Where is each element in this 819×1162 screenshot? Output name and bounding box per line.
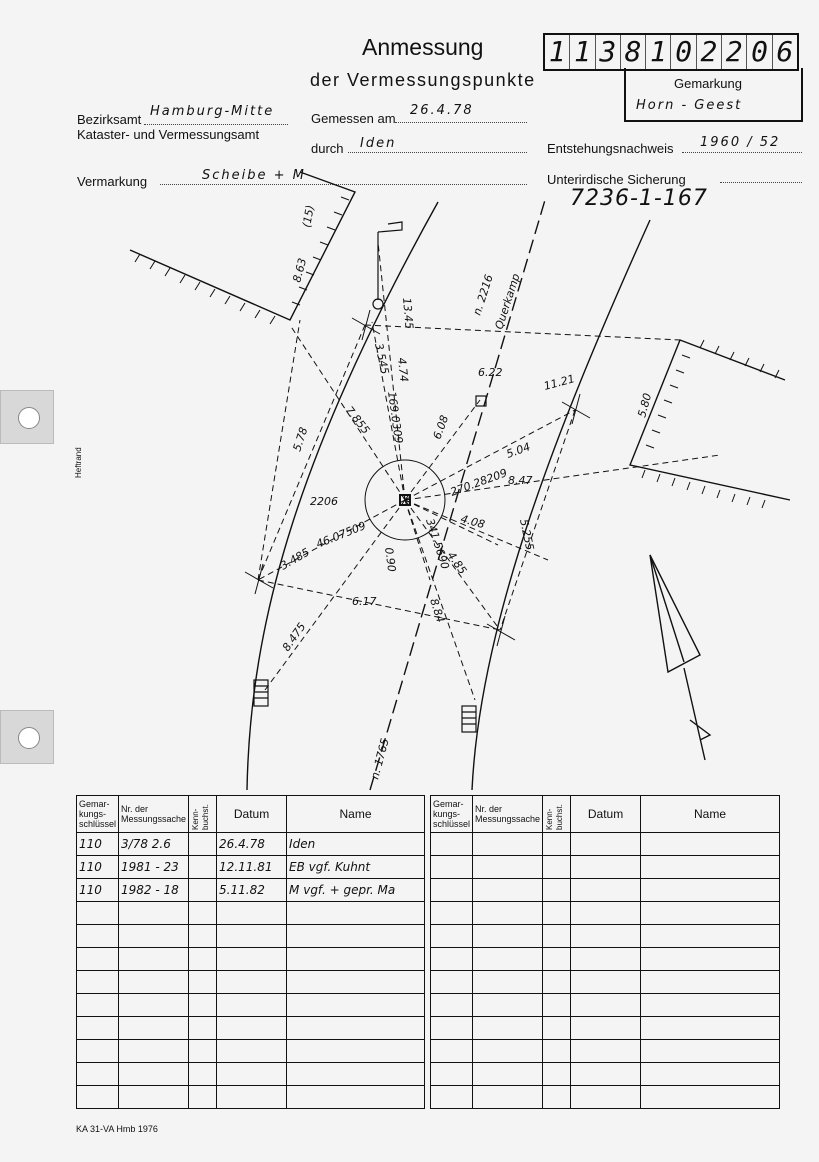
- col-kennbuchst: Kenn-buchst.: [189, 796, 217, 833]
- point-number-digit: 2: [697, 35, 722, 69]
- point-number-digit: 2: [722, 35, 747, 69]
- durch-value[interactable]: Iden: [360, 136, 397, 151]
- point-number-digit: 3: [596, 35, 621, 69]
- gemarkung-label: Gemarkung: [674, 76, 742, 91]
- col-name: Name: [641, 796, 780, 833]
- measure: 5.78: [290, 425, 311, 453]
- measure: 13.45: [400, 297, 416, 330]
- col-name: Name: [287, 796, 425, 833]
- register-table-right: [430, 795, 780, 1109]
- measure: 4.85: [444, 549, 470, 577]
- register-table-left: [76, 795, 425, 1109]
- table-row: [431, 948, 780, 971]
- building-topleft: [130, 172, 355, 320]
- point-number-digit: 1: [570, 35, 595, 69]
- table-row: [77, 1063, 425, 1086]
- measure: 7.855: [342, 403, 373, 437]
- measure: 5.255: [517, 517, 537, 552]
- cell: 3/78 2.6: [119, 833, 189, 856]
- table-row: [431, 1086, 780, 1109]
- measure: 4.74: [395, 356, 411, 383]
- table-row: [77, 879, 425, 902]
- measure: 8.63: [290, 256, 310, 284]
- cell: 12.11.81: [217, 856, 287, 879]
- entstehung-value[interactable]: 1960 / 52: [700, 135, 781, 150]
- form-footer: KA 31-VA Hmb 1976: [76, 1124, 158, 1134]
- point-label: 2206: [310, 495, 338, 508]
- table-row: [77, 925, 425, 948]
- table-row: [77, 856, 425, 879]
- measure: 341.5690: [423, 516, 452, 571]
- cell: 1981 - 23: [119, 856, 189, 879]
- point-number-digit: 8: [621, 35, 646, 69]
- sicherung-value[interactable]: 7236-1-167: [570, 186, 708, 211]
- building-right: [630, 340, 790, 500]
- cell: [189, 833, 217, 856]
- table-row: [431, 925, 780, 948]
- measure: 6.08: [430, 413, 452, 442]
- table-row: [431, 833, 780, 856]
- table-row: [77, 833, 425, 856]
- form-title: Anmessung: [362, 34, 484, 60]
- measure: 8.84: [427, 596, 448, 625]
- durch-label: durch: [311, 141, 344, 156]
- gemarkung-value: Horn - Geest: [636, 98, 743, 113]
- kataster-label: Kataster- und Vermessungsamt: [77, 127, 260, 142]
- bezirksamt-label: Bezirksamt: [77, 112, 142, 127]
- table-row: [77, 1086, 425, 1109]
- col-kennbuchst: Kenn-buchst.: [543, 796, 571, 833]
- measure: (15): [300, 204, 317, 229]
- measure: 3.545: [372, 341, 392, 376]
- cell: 1982 - 18: [119, 879, 189, 902]
- vermarkung-value[interactable]: Scheibe + M: [202, 168, 306, 183]
- gemessen-label: Gemessen am: [311, 111, 396, 126]
- point-number-digit: 1: [545, 35, 570, 69]
- table-row: [77, 971, 425, 994]
- sicherung-label: Unterirdische Sicherung: [547, 172, 686, 187]
- table-row: [431, 879, 780, 902]
- table-row: [431, 971, 780, 994]
- table-row: [77, 1040, 425, 1063]
- cell: 110: [77, 879, 119, 902]
- col-datum: Datum: [217, 796, 287, 833]
- point-number-digit: 0: [671, 35, 696, 69]
- measure: 5.80: [635, 391, 655, 419]
- table-row: [77, 1017, 425, 1040]
- bezirksamt-value[interactable]: Hamburg-Mitte: [150, 104, 275, 119]
- table-row: [77, 902, 425, 925]
- table-row: [431, 902, 780, 925]
- cell: 110: [77, 833, 119, 856]
- col-messungssache: Nr. der Messungssache: [119, 796, 189, 833]
- table-row: [77, 948, 425, 971]
- street-label: Querkamp: [492, 272, 523, 331]
- table-row: [431, 1017, 780, 1040]
- measure: 8.475: [279, 620, 309, 654]
- point-number-digit: 1: [646, 35, 671, 69]
- vermarkung-label: Vermarkung: [77, 174, 148, 189]
- cell: [189, 856, 217, 879]
- measure: 270.28209: [448, 466, 509, 499]
- table-row: [431, 1040, 780, 1063]
- col-messungssache: Nr. der Messungssache: [473, 796, 543, 833]
- table-row: [77, 994, 425, 1017]
- measure: 46.07509: [314, 519, 368, 551]
- form-subtitle: der Vermessungspunkte: [310, 70, 536, 90]
- cell: Iden: [287, 833, 425, 856]
- point-number-digit: 0: [747, 35, 772, 69]
- cell: 26.4.78: [217, 833, 287, 856]
- cell: 110: [77, 856, 119, 879]
- gemessen-value[interactable]: 26.4.78: [410, 103, 474, 118]
- heftrand-label: Heftrand: [74, 447, 83, 478]
- cell: M vgf. + gepr. Ma: [287, 879, 425, 902]
- col-gemarkungsschluessel: Gemar-kungs-schlüssel: [77, 796, 119, 833]
- measure: 6.22: [478, 366, 503, 379]
- cell: 5.11.82: [217, 879, 287, 902]
- north-arrow-icon: [650, 555, 710, 760]
- col-gemarkungsschluessel: Gemar-kungs-schlüssel: [431, 796, 473, 833]
- street-n-bottom: n. 1765: [368, 736, 392, 781]
- table-row: [431, 856, 780, 879]
- measure: 8.47: [508, 474, 533, 487]
- entstehung-label: Entstehungsnachweis: [547, 141, 674, 156]
- measure: 4.08: [459, 512, 487, 532]
- measure: 0.90: [382, 546, 399, 573]
- measure: 6.17: [352, 595, 377, 608]
- table-row: [431, 1063, 780, 1086]
- point-number-digit: 6: [776, 35, 794, 68]
- col-datum: Datum: [571, 796, 641, 833]
- measure: 3.485: [278, 545, 312, 573]
- street-n-top: n. 2216: [470, 272, 496, 317]
- cell: EB vgf. Kuhnt: [287, 856, 425, 879]
- measure: 5.04: [504, 440, 533, 461]
- cell: [189, 879, 217, 902]
- table-row: [431, 994, 780, 1017]
- measure: 11.21: [542, 372, 577, 393]
- measure: 169.0309: [385, 390, 406, 445]
